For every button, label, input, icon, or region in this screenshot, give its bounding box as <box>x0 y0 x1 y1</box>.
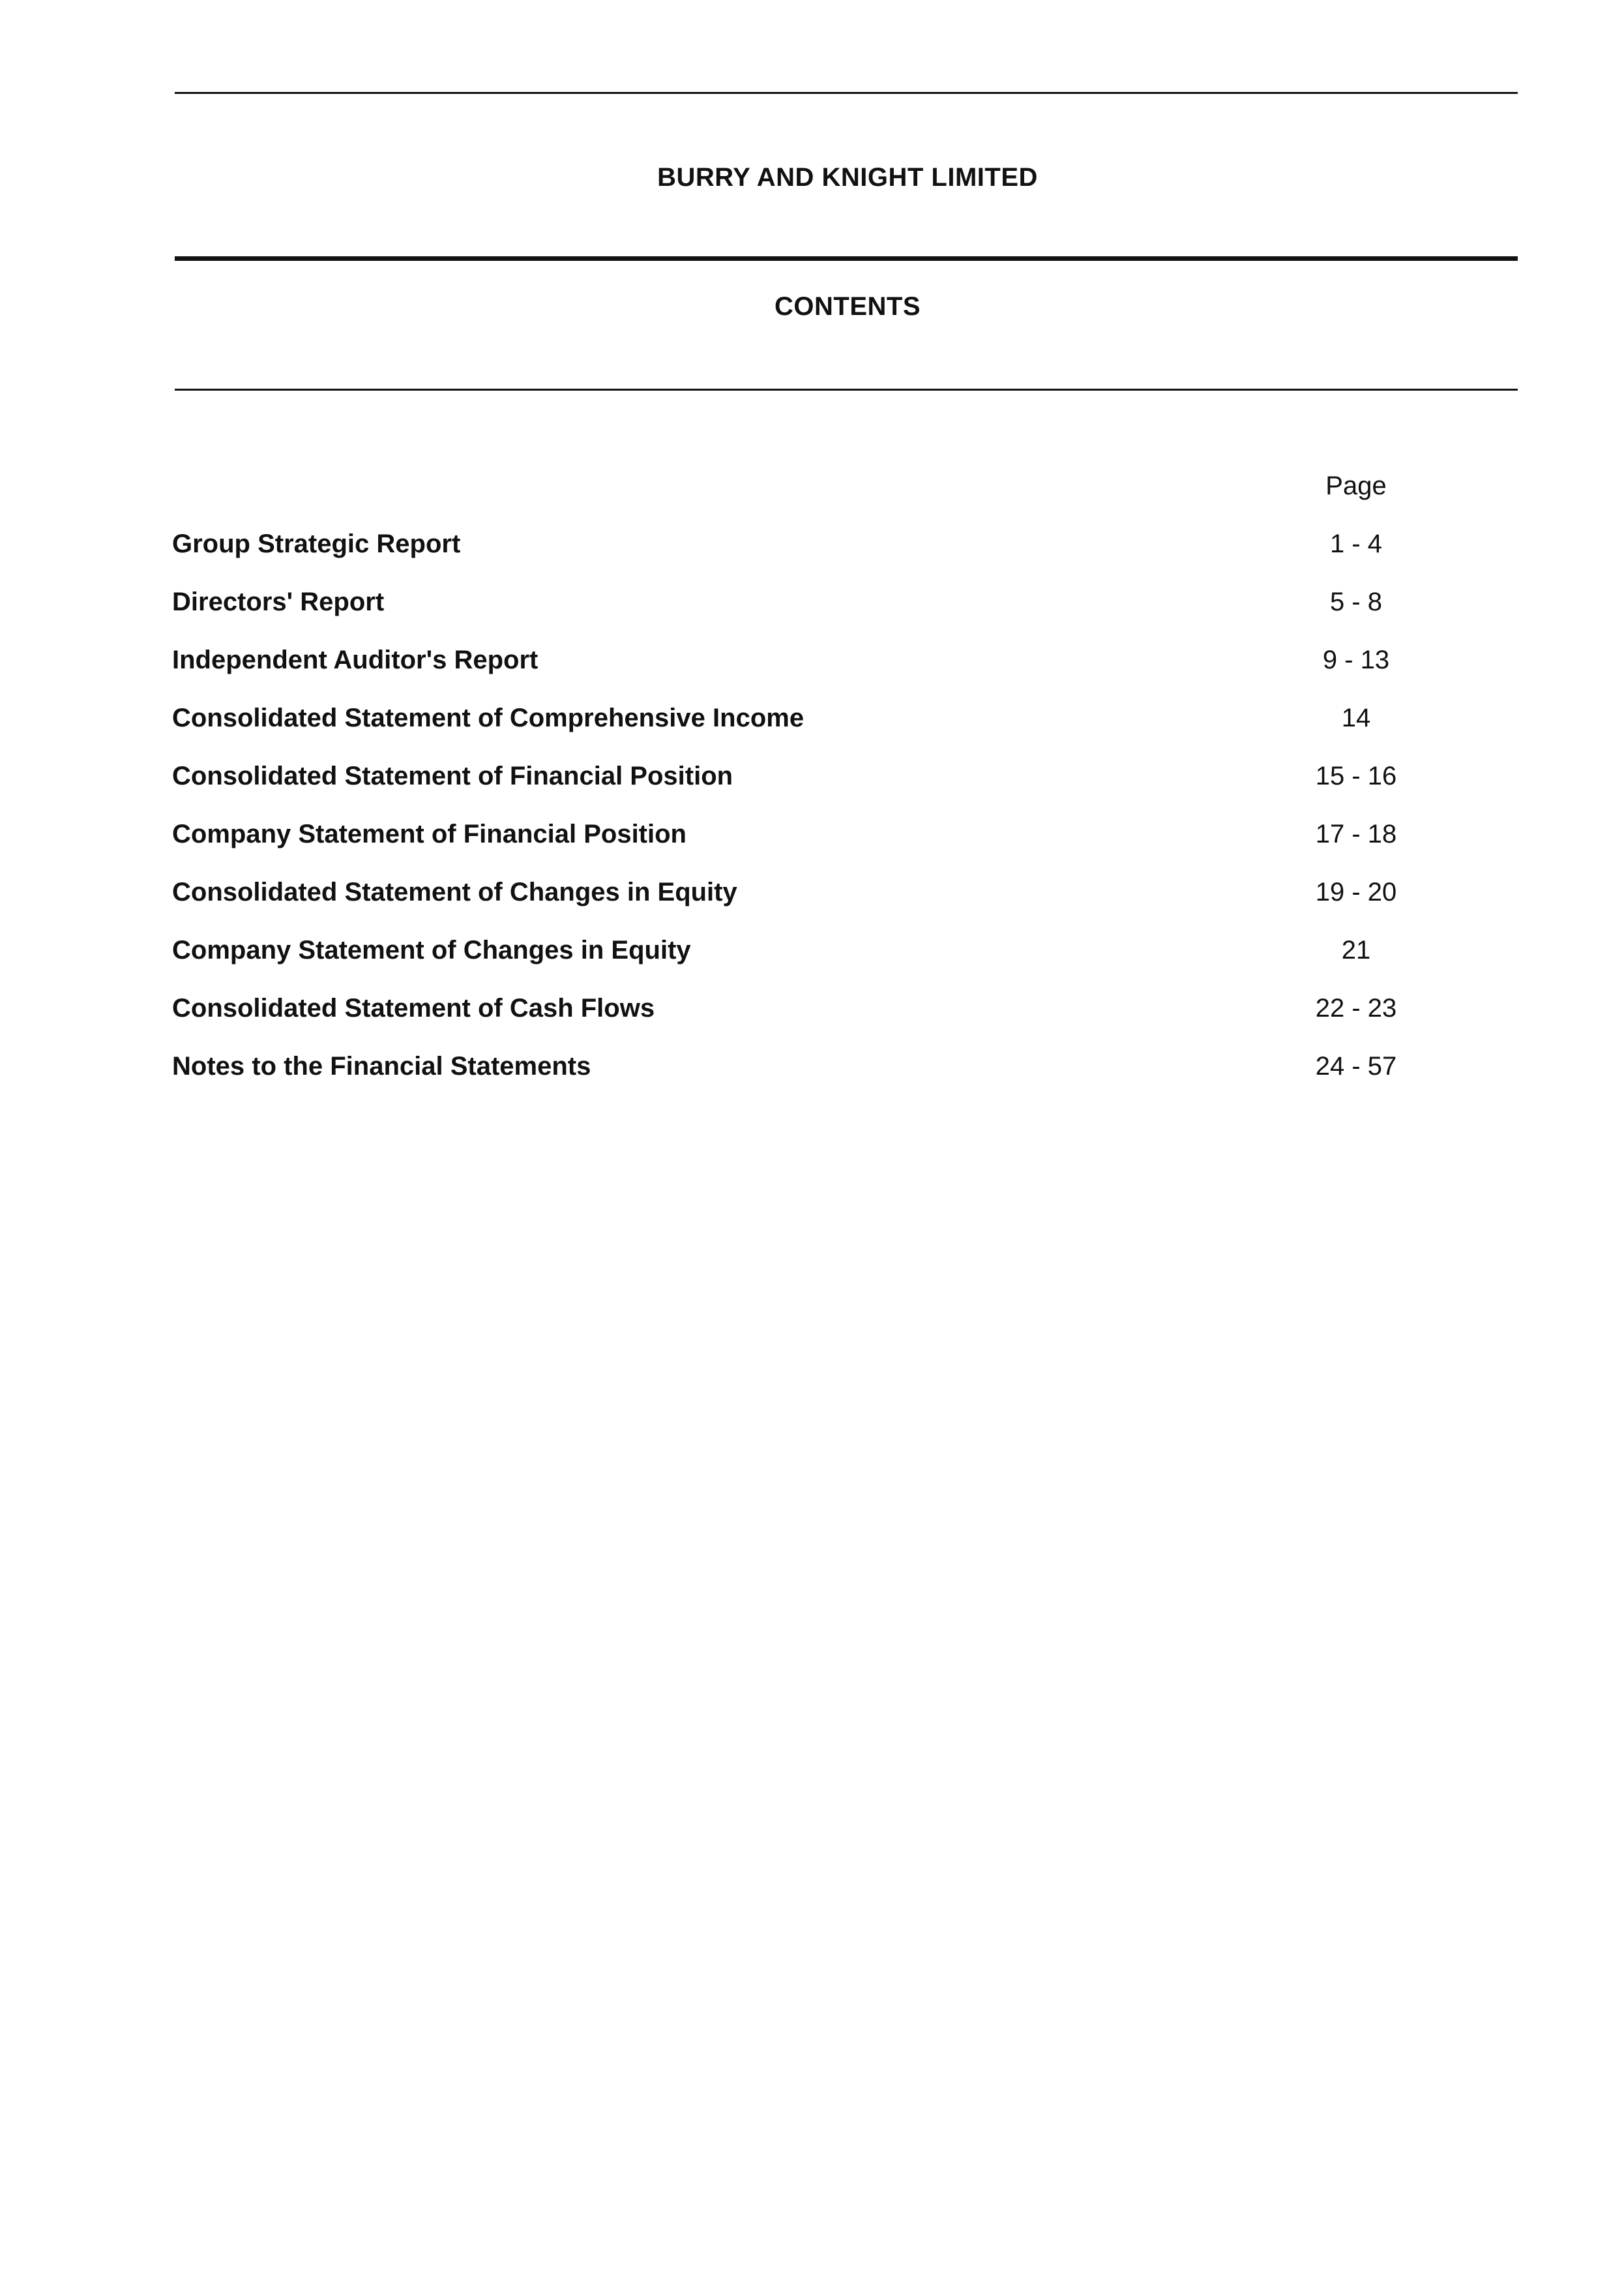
contents-divider <box>175 389 1518 391</box>
toc-entry-pages: 17 - 18 <box>1315 820 1397 848</box>
table-of-contents <box>172 530 1443 1110</box>
toc-entry-label: Notes to the Financial Statements <box>172 1052 591 1081</box>
toc-entry-label: Company Statement of Changes in Equity <box>172 936 691 965</box>
top-divider <box>175 92 1518 94</box>
company-name: BURRY AND KNIGHT LIMITED <box>657 163 1038 192</box>
toc-entry-notes-to-financial-statements <box>172 1052 1443 1110</box>
toc-entry-label: Group Strategic Report <box>172 530 461 558</box>
toc-entry-consolidated-financial-position <box>172 762 1443 820</box>
contents-title: CONTENTS <box>775 292 921 321</box>
page-column-header: Page <box>1325 471 1387 500</box>
toc-entry-independent-auditors-report <box>172 646 1443 704</box>
toc-entry-pages: 9 - 13 <box>1322 646 1390 674</box>
header-divider <box>175 256 1518 261</box>
toc-entry-group-strategic-report <box>172 530 1443 588</box>
toc-entry-label: Consolidated Statement of Cash Flows <box>172 994 655 1023</box>
toc-entry-directors-report <box>172 588 1443 646</box>
toc-entry-label: Directors' Report <box>172 588 385 616</box>
toc-entry-label: Consolidated Statement of Comprehensive Income <box>172 704 805 732</box>
toc-entry-pages: 14 <box>1341 704 1371 732</box>
toc-entry-pages: 22 - 23 <box>1315 994 1397 1023</box>
toc-entry-label: Consolidated Statement of Financial Position <box>172 762 733 790</box>
toc-entry-label: Independent Auditor's Report <box>172 646 539 674</box>
toc-entry-pages: 19 - 20 <box>1315 878 1397 906</box>
toc-entry-consolidated-cash-flows <box>172 994 1443 1052</box>
toc-entry-consolidated-changes-in-equity <box>172 878 1443 936</box>
toc-entry-pages: 24 - 57 <box>1315 1052 1397 1081</box>
toc-entry-company-changes-in-equity <box>172 936 1443 994</box>
toc-entry-company-financial-position <box>172 820 1443 878</box>
toc-entry-pages: 15 - 16 <box>1315 762 1397 790</box>
toc-entry-consolidated-comprehensive-income <box>172 704 1443 762</box>
toc-entry-label: Consolidated Statement of Changes in Equity <box>172 878 737 906</box>
toc-entry-pages: 5 - 8 <box>1329 588 1383 616</box>
toc-entry-pages: 21 <box>1341 936 1371 965</box>
toc-entry-label: Company Statement of Financial Position <box>172 820 687 848</box>
toc-entry-pages: 1 - 4 <box>1329 530 1383 558</box>
